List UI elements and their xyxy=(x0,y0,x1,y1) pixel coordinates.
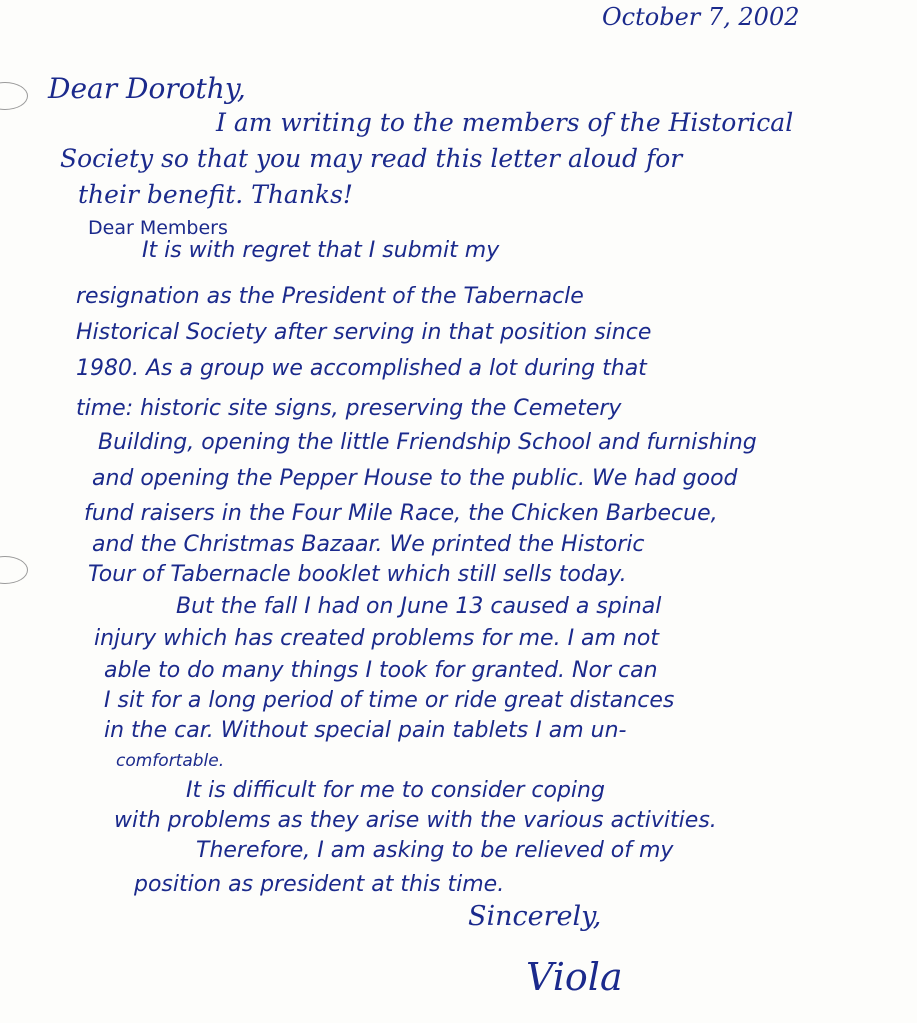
greeting-line: their benefit. Thanks! xyxy=(78,180,353,209)
greeting-line: Dear Dorothy, xyxy=(48,72,246,105)
punch-hole xyxy=(0,556,28,584)
salutation: Dear Members xyxy=(88,217,228,239)
body-line: Therefore, I am asking to be relieved of my xyxy=(196,838,674,863)
body-line: time: historic site signs, preserving the Cemetery xyxy=(76,396,622,421)
body-line: and opening the Pepper House to the public. We had good xyxy=(92,466,738,491)
body-line: But the fall I had on June 13 caused a spinal xyxy=(176,594,662,619)
body-line: It is with regret that I submit my xyxy=(142,238,500,263)
body-line: 1980. As a group we accomplished a lot during that xyxy=(76,356,647,381)
signature: Viola xyxy=(526,955,623,999)
punch-hole xyxy=(0,82,28,110)
body-line: in the car. Without special pain tablets I am un- xyxy=(104,718,627,743)
body-line: I sit for a long period of time or ride great distances xyxy=(104,688,675,713)
letter-date: October 7, 2002 xyxy=(602,3,800,31)
body-line: Historical Society after serving in that position since xyxy=(76,320,652,345)
body-line: able to do many things I took for granted. Nor can xyxy=(104,658,658,683)
greeting-line: I am writing to the members of the Historical xyxy=(216,108,794,137)
body-line: and the Christmas Bazaar. We printed the Historic xyxy=(92,532,645,557)
body-line: Tour of Tabernacle booklet which still sells today. xyxy=(88,562,627,587)
body-line: resignation as the President of the Tabernacle xyxy=(76,284,584,309)
greeting-line: Society so that you may read this letter aloud for xyxy=(60,144,683,173)
closing: Sincerely, xyxy=(468,901,602,932)
body-line: fund raisers in the Four Mile Race, the Chicken Barbecue, xyxy=(84,501,718,526)
body-line: comfortable. xyxy=(116,751,225,771)
body-line: position as president at this time. xyxy=(134,872,505,897)
body-line: Building, opening the little Friendship School and furnishing xyxy=(98,430,757,455)
body-line: injury which has created problems for me. I am not xyxy=(94,626,659,651)
body-line: with problems as they arise with the various activities. xyxy=(114,808,717,833)
body-line: It is difficult for me to consider coping xyxy=(186,778,605,803)
